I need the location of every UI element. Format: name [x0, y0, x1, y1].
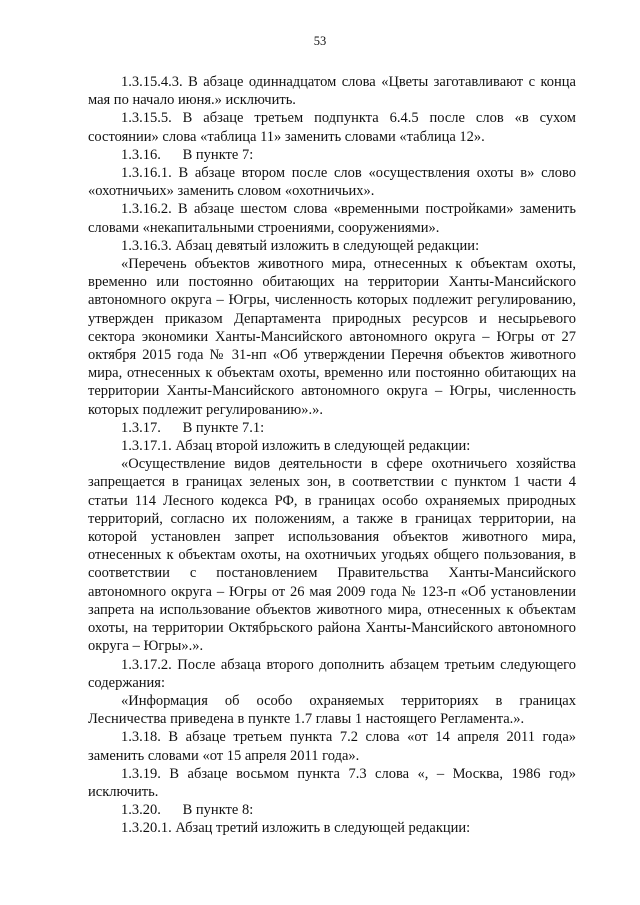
quote-hunting-activity: «Осуществление видов деятельности в сфере охотничьего хозяйства запрещается в границах зеленых зон, в соответствии с пунктом 1 части 4 статьи 114 Лесного кодекса РФ, в границах особо охраняемых природных территорий, согласно их положениям, а также в границах территории, на которой установлен запрет использования объектов животного мира, отнесенных к объектам охоты, на охотничьих угодьях общего пользования, в соответствии с постановлением Правительства Ханты-Мансийского автономного округа – Югры от 26 мая 2009 года № 123-п «Об установлении запрета на использование объектов животного мира, отнесенных к объектам охоты, на территории Октябрьского района Ханты-Мансийского автономного округа – Югры».».	[88, 456, 576, 655]
paragraph-1-3-19: 1.3.19. В абзаце восьмом пункта 7.3 слова «, – Москва, 1986 год» исключить.	[88, 765, 576, 800]
paragraph-1-3-16-2: 1.3.16.2. В абзаце шестом слова «временными постройками» заменить словами «некапитальными строениями, сооружениями».	[88, 201, 576, 236]
paragraph-1-3-20-1: 1.3.20.1. Абзац третий изложить в следующей редакции:	[121, 820, 471, 837]
paragraph-1-3-17-1: 1.3.17.1. Абзац второй изложить в следующей редакции:	[121, 438, 471, 455]
paragraph-1-3-16-3: 1.3.16.3. Абзац девятый изложить в следующей редакции:	[121, 237, 480, 254]
paragraph-1-3-17-2: 1.3.17.2. После абзаца второго дополнить абзацем третьим следующего содержания:	[88, 656, 576, 691]
quote-protected-areas: «Информация об особо охраняемых территориях в границах Лесничества приведена в пункте 1.7 главы 1 настоящего Регламента.».	[88, 692, 576, 728]
paragraph-1-3-16-1: 1.3.16.1. В абзаце втором после слов «осуществления охоты в» слово «охотничьих» заменить словом «охотничьих».	[88, 165, 576, 200]
paragraph-1-3-18: 1.3.18. В абзаце третьем пункта 7.2 слова «от 14 апреля 2011 года» заменить словами «от 15 апреля 2011 года».	[88, 729, 576, 764]
quote-animal-list: «Перечень объектов животного мира, отнесенных к объектам охоты, временно или постоянно обитающих на территории Ханты-Мансийского автономного округа – Югры, численность которых подлежит регулированию, утвержден приказом Департамента природных ресурсов и несырьевого сектора экономики Ханты-Мансийского автономного округа – Югры от 27 октября 2015 года № 31-нп «Об утверждении Перечня объектов животного мира, отнесенных к объектам охоты, временно или постоянно обитающих на территории Ханты-Мансийского автономного округа – Югры, численность которых подлежит регулированию».».	[88, 256, 576, 418]
paragraph-1-3-16: 1.3.16. В пункте 7:	[121, 146, 254, 163]
document-body	[88, 73, 576, 838]
paragraph-1-3-15-5: 1.3.15.5. В абзаце третьем подпункта 6.4.5 после слов «в сухом состоянии» слова «таблица 11» заменить словами «таблица 12».	[88, 110, 576, 145]
page-number: 53	[313, 34, 327, 48]
paragraph-1-3-20: 1.3.20. В пункте 8:	[121, 802, 254, 819]
paragraph-1-3-15-4-3: 1.3.15.4.3. В абзаце одиннадцатом слова «Цветы заготавливают с конца мая по начало июня.» исключить.	[88, 74, 576, 109]
paragraph-1-3-17: 1.3.17. В пункте 7.1:	[121, 419, 265, 436]
